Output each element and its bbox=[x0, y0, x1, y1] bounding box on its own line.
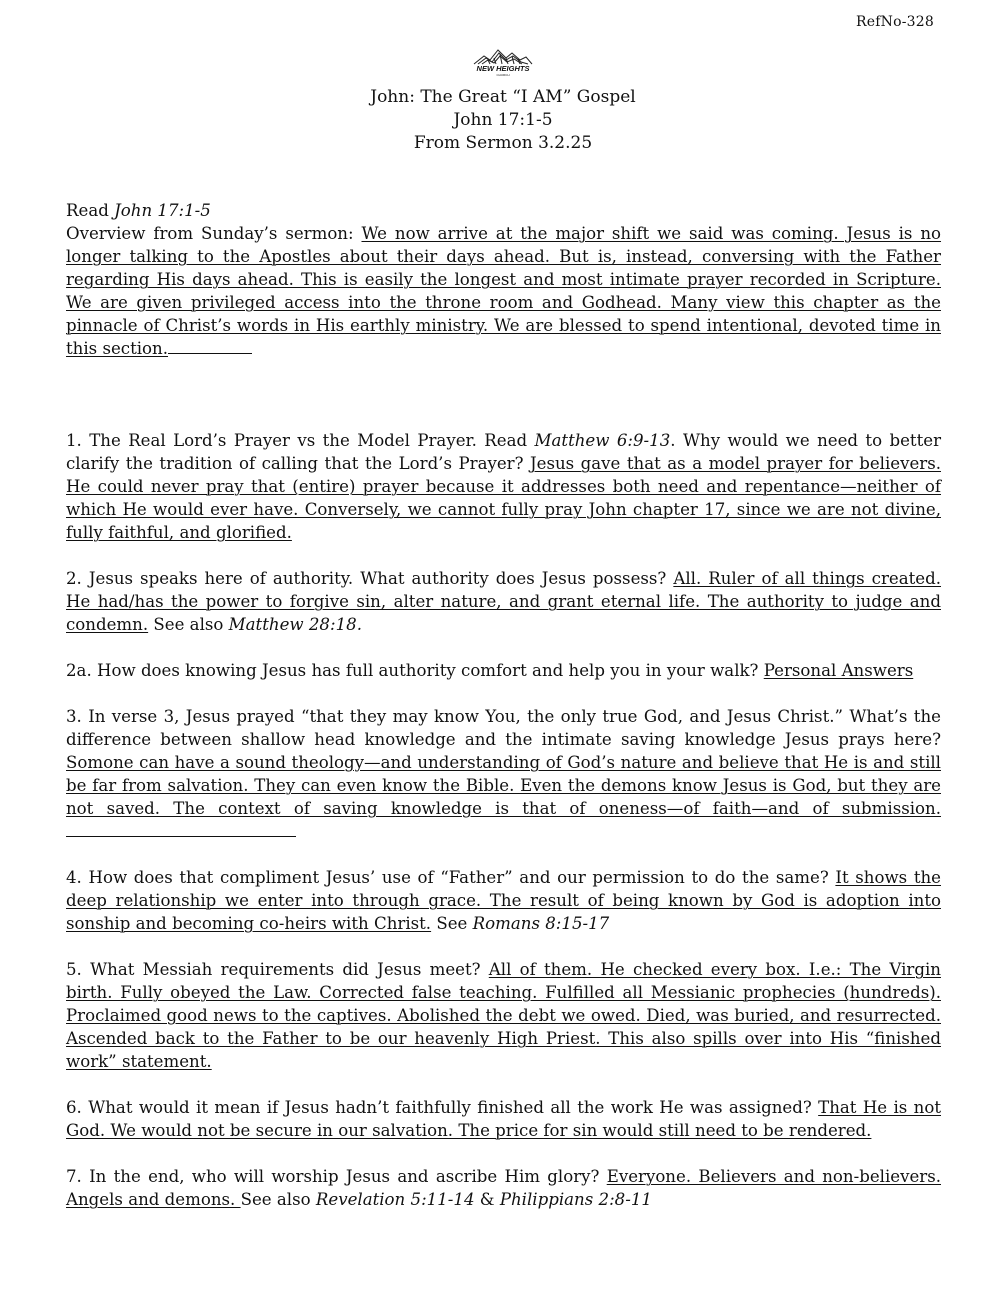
question-1: 1. The Real Lord’s Prayer vs the Model Prayer. Read Matthew 6:9-13. Why would we need to better clarify the tradition of calling that the Lord’s Prayer? Jesus gave that as a model prayer for believers. He could never pray that (entire) prayer because it addresses both need and repentance—neither of which He would ever have. Conversely, we cannot fully pray John chapter 17, since we are not divine, fully faithful, and glorified. bbox=[66, 431, 942, 542]
overview-text: We now arrive at the major shift we said was coming. Jesus is no longer talking to the Apostles about their days ahead. But is, instead, conversing with the Father regarding His days ahead. This is easily the longest and most intimate prayer recorded in Scripture. We are given privileged access into the throne room and Godhead. Many view this chapter as the pinnacle of Christ’s words in His earthly ministry. We are blessed to spend intentional, devoted time in this section. bbox=[66, 224, 942, 358]
logo-text: NEW HEIGHTS bbox=[476, 64, 530, 73]
question-1-reference: Matthew 6:9-13 bbox=[534, 431, 671, 450]
question-6-answer: That He is not God. We would not be secure in our salvation. The price for sin would still need to be rendered. bbox=[66, 1098, 941, 1140]
question-2-answer: All. Ruler of all things created. He had/has the power to forgive sin, alter nature, and grant eternal life. The authority to judge and condemn. bbox=[66, 569, 941, 634]
document-header bbox=[0, 86, 1000, 155]
question-2a: 2a. How does knowing Jesus has full authority comfort and help you in your walk? Personal Answers bbox=[66, 661, 914, 680]
answer-fill-line bbox=[66, 835, 296, 837]
read-instruction: Read John 17:1-5 bbox=[66, 201, 211, 220]
question-2-reference: Matthew 28:18. bbox=[228, 615, 362, 634]
document-title: John: The Great “I AM” Gospel bbox=[370, 87, 636, 107]
overview-paragraph bbox=[66, 222, 941, 360]
answer-fill-line bbox=[168, 352, 252, 354]
scripture-reference: John 17:1-5 bbox=[453, 110, 553, 130]
question-4-reference: Romans 8:15-17 bbox=[472, 914, 610, 933]
question-7-answer: Everyone. Believers and non-believers. Angels and demons. bbox=[66, 1167, 941, 1209]
question-7-reference-2: Philippians 2:8-11 bbox=[499, 1190, 652, 1209]
read-reference: John 17:1-5 bbox=[114, 201, 211, 220]
question-7-reference-1: Revelation 5:11-14 bbox=[315, 1190, 475, 1209]
question-4: 4. How does that compliment Jesus’ use of “Father” and our permission to do the same? It shows the deep relationship we enter into through grace. The result of being known by God is adoption into sonship and becoming co-heirs with Christ. See Romans 8:15-17 bbox=[66, 868, 941, 933]
question-6: 6. What would it mean if Jesus hadn’t faithfully finished all the work He was assigned? That He is not God. We would not be secure in our salvation. The price for sin would still need to be rendered. bbox=[66, 1098, 941, 1140]
question-2a-answer: Personal Answers bbox=[763, 661, 914, 680]
question-7: 7. In the end, who will worship Jesus and ascribe Him glory? Everyone. Believers and non-believers. Angels and demons. See also Revelation 5:11-14 & Philippians 2:8-11 bbox=[66, 1167, 941, 1209]
question-3-answer: Somone can have a sound theology—and understanding of God’s nature and believe that He is and still be far from salvation. They can even know the Bible. Even the demons know Jesus is God, but they are not saved. The context of saving knowledge is that of oneness—of faith—and of submission. bbox=[66, 753, 941, 818]
mountain-logo-icon bbox=[468, 44, 538, 78]
overview-label: Overview from Sunday’s sermon: bbox=[66, 224, 362, 243]
sermon-date: From Sermon 3.2.25 bbox=[413, 133, 593, 153]
reference-number: RefNo-328 bbox=[856, 14, 934, 30]
question-5-answer: All of them. He checked every box. I.e.: The Virgin birth. Fully obeyed the Law. Corrected false teaching. Fulfilled all Messianic prophecies (hundreds). Proclaimed good news to the captives. Abolished the debt we owed. Died, was buried, and resurrected. Ascended back to the Father to be our heavenly High Priest. This also spills over into His “finished work” statement. bbox=[66, 960, 941, 1071]
study-guide-body bbox=[66, 199, 941, 1234]
question-4-answer: It shows the deep relationship we enter into through grace. The result of being known by God is adoption into sonship and becoming co-heirs with Christ. bbox=[66, 868, 941, 933]
logo-subtext: CHURCH bbox=[496, 73, 510, 77]
question-5: 5. What Messiah requirements did Jesus meet? All of them. He checked every box. I.e.: The Virgin birth. Fully obeyed the Law. Corrected false teaching. Fulfilled all Messianic prophecies (hundreds). Proclaimed good news to the captives. Abolished the debt we owed. Died, was buried, and resurrected. Ascended back to the Father to be our heavenly High Priest. This also spills over into His “finished work” statement. bbox=[66, 960, 941, 1071]
question-3: 3. In verse 3, Jesus prayed “that they may know You, the only true God, and Jesus Christ.” What’s the difference between shallow head knowledge and the intimate saving knowledge Jesus prays here? Somone can have a sound theology—and understanding of God’s nature and believe that He is and still be far from salvation. They can even know the Bible. Even the demons know Jesus is God, but they are not saved. The context of saving knowledge is that of oneness—of faith—and of submission. bbox=[66, 705, 941, 843]
question-2: 2. Jesus speaks here of authority. What authority does Jesus possess? All. Ruler of all things created. He had/has the power to forgive sin, alter nature, and grant eternal life. The authority to judge and condemn. See also Matthew 28:18. bbox=[66, 569, 941, 634]
question-1-answer: Jesus gave that as a model prayer for believers. He could never pray that (entire) prayer because it addresses both need and repentance—neither of which He would ever have. Conversely, we cannot fully pray John chapter 17, since we are not divine, fully faithful, and glorified. bbox=[66, 454, 941, 542]
church-logo bbox=[468, 44, 538, 78]
